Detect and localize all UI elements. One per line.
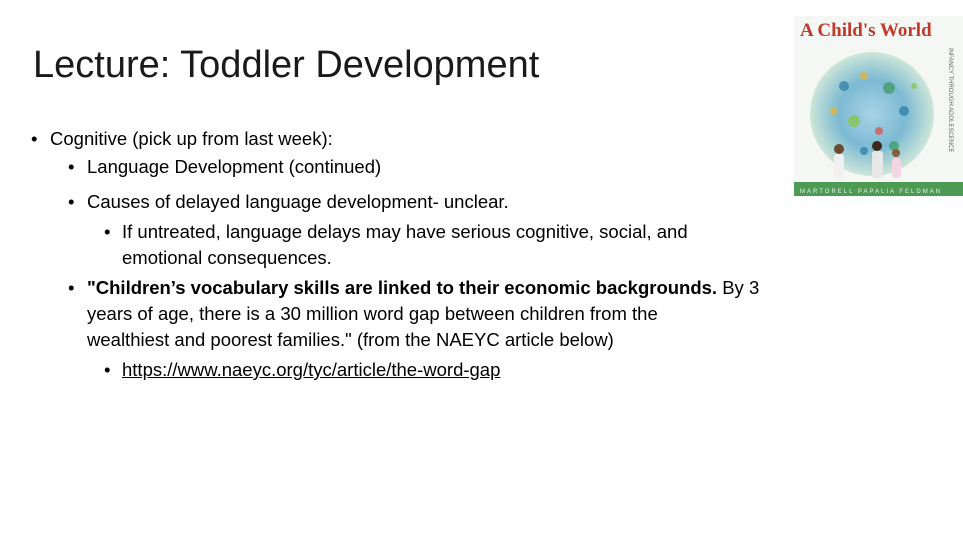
book-cover-subtitle-text: INFANCY THROUGH ADOLESCENCE (947, 48, 953, 153)
bullet-language-development: Language Development (continued) (87, 156, 382, 177)
bullet-cognitive: Cognitive (pick up from last week): (50, 128, 333, 149)
bullet-vocabulary-quote-line2: years of age, there is a 30 million word gap between children from the (87, 303, 658, 324)
bullet-vocabulary-quote-line3: wealthiest and poorest families." (from the NAEYC article below) (87, 329, 614, 350)
bullet-untreated-delays: If untreated, language delays may have serious cognitive, social, and (122, 221, 688, 242)
bullet-marker: • (104, 359, 111, 380)
slide-title: Lecture: Toddler Development (33, 44, 540, 86)
bullet-marker: • (104, 221, 111, 242)
bullet-marker: • (68, 191, 75, 212)
bullet-vocabulary-quote (87, 275, 759, 301)
book-cover-art (794, 16, 963, 196)
quote-bold-text: "Children’s vocabulary skills are linked to their economic backgrounds. (87, 277, 718, 298)
bullet-marker: • (31, 128, 38, 149)
bullet-untreated-delays-continued: emotional consequences. (122, 247, 332, 268)
naeyc-article-link[interactable]: https://www.naeyc.org/tyc/article/the-word-gap (122, 359, 501, 380)
bullet-causes-delayed: Causes of delayed language development- unclear. (87, 191, 509, 212)
quote-text: By 3 (717, 277, 760, 298)
bullet-marker: • (68, 277, 75, 298)
book-cover-image (794, 16, 963, 196)
book-cover-subtitle (940, 46, 952, 166)
book-cover-title: A Child's World (800, 20, 932, 41)
book-cover-authors: MARTORELL PAPALIA FELDMAN (800, 189, 943, 195)
bullet-marker: • (68, 156, 75, 177)
